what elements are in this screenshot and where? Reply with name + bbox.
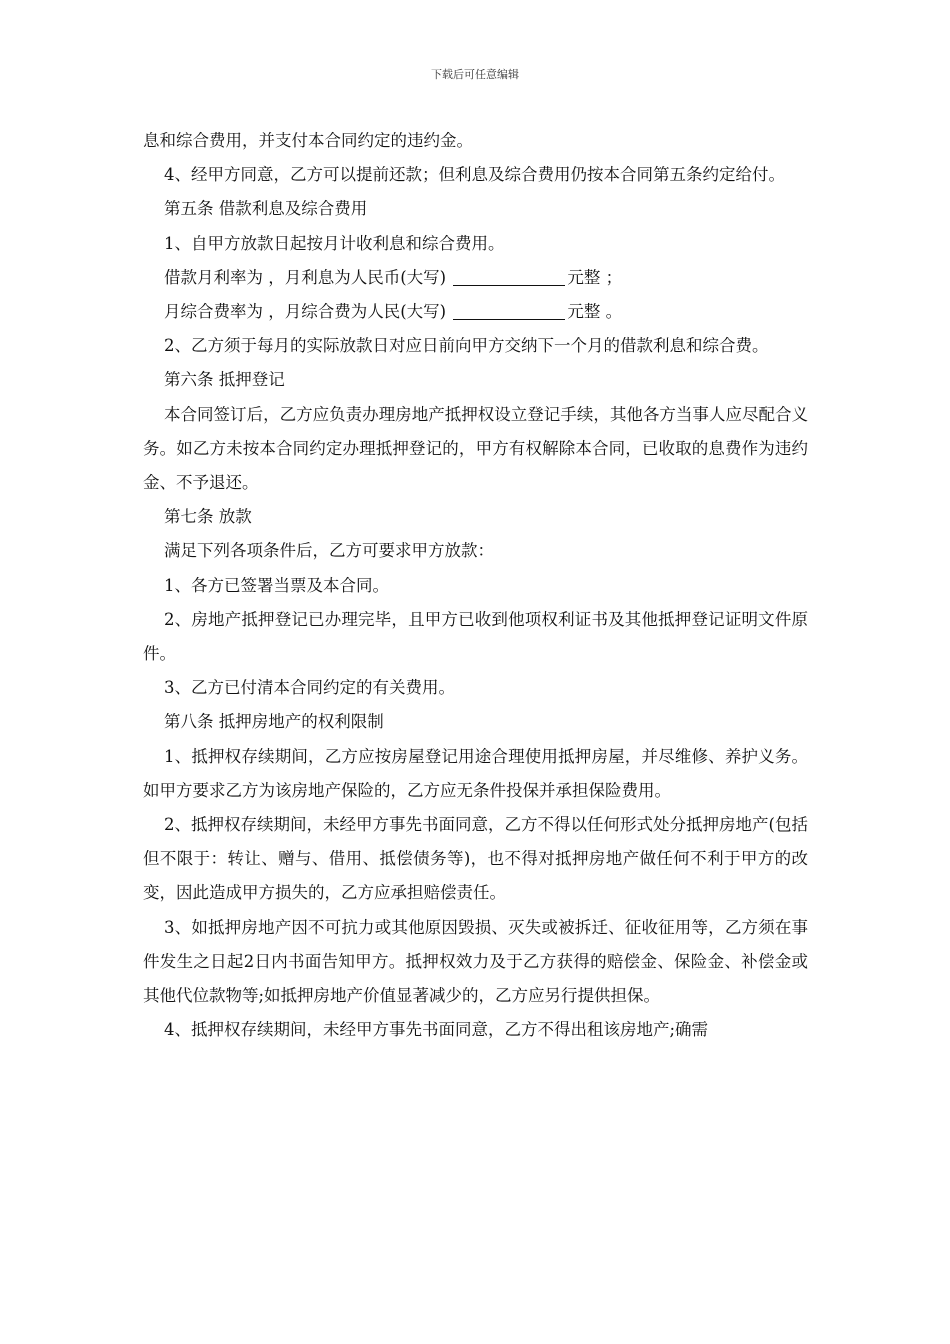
paragraph: 1、自甲方放款日起按月计收利息和综合费用。 <box>164 233 505 253</box>
paragraph: 第五条 借款利息及综合费用 <box>164 199 368 219</box>
paragraph: 4、经甲方同意，乙方可以提前还款；但利息及综合费用仍按本合同第五条约定给付。 <box>164 165 785 185</box>
paragraph: 2、抵押权存续期间，未经甲方事先书面同意，乙方不得以任何形式处分抵押房地产(包括但不限于：转让、赠与、借用、抵偿债务等)，也不得对抵押房地产做任何不利于甲方的改变，因此造成甲方损失的，乙方应承担赔偿责任。 <box>143 815 808 903</box>
paragraph: 1、抵押权存续期间，乙方应按房屋登记用途合理使用抵押房屋，并尽维修、养护义务。如甲方要求乙方为该房地产保险的，乙方应无条件投保并承担保险费用。 <box>143 746 808 800</box>
paragraph: 3、乙方已付清本合同约定的有关费用。 <box>164 678 455 698</box>
paragraph <box>143 261 808 295</box>
paragraph: 2、乙方须于每月的实际放款日对应日前向甲方交纳下一个月的借款利息和综合费。 <box>164 336 769 356</box>
paragraph: 1、各方已签署当票及本合同。 <box>164 575 389 595</box>
paragraph: 本合同签订后，乙方应负责办理房地产抵押权设立登记手续，其他各方当事人应尽配合义务。如乙方未按本合同约定办理抵押登记的，甲方有权解除本合同，已收取的息费作为违约金、不予退还。 <box>143 404 808 493</box>
paragraph <box>143 295 808 329</box>
paragraph: 3、如抵押房地产因不可抗力或其他原因毁损、灭失或被拆迁、征收征用等，乙方须在事件发生之日起2日内书面告知甲方。抵押权效力及于乙方获得的赔偿金、保险金、补偿金或其他代位款物等;如抵押房地产价值显著减少的，乙方应另行提供担保。 <box>143 917 808 1006</box>
fill-in-blank <box>453 301 565 320</box>
paragraph: 第八条 抵押房地产的权利限制 <box>164 712 384 732</box>
paragraph: 2、房地产抵押登记已办理完毕，且甲方已收到他项权利证书及其他抵押登记证明文件原件。 <box>143 609 808 664</box>
paragraph: 第六条 抵押登记 <box>164 370 285 390</box>
paragraph: 息和综合费用，并支付本合同约定的违约金。 <box>143 131 473 150</box>
paragraph-text-after: 元整 。 <box>567 302 623 322</box>
paragraph-text-after: 元整 ； <box>567 267 623 287</box>
page-header-note: 下载后可任意编辑 <box>431 68 519 81</box>
paragraph: 第七条 放款 <box>164 507 252 527</box>
paragraph-text-before: 借款月利率为 ，月利息为人民币(大写) <box>164 267 452 287</box>
fill-in-blank <box>453 267 565 286</box>
paragraph-text-before: 月综合费率为 ，月综合费为人民(大写) <box>164 302 452 322</box>
document-body <box>143 124 808 1047</box>
paragraph: 满足下列各项条件后，乙方可要求甲方放款： <box>164 541 494 561</box>
paragraph: 4、抵押权存续期间，未经甲方事先书面同意，乙方不得出租该房地产;确需 <box>164 1020 709 1040</box>
